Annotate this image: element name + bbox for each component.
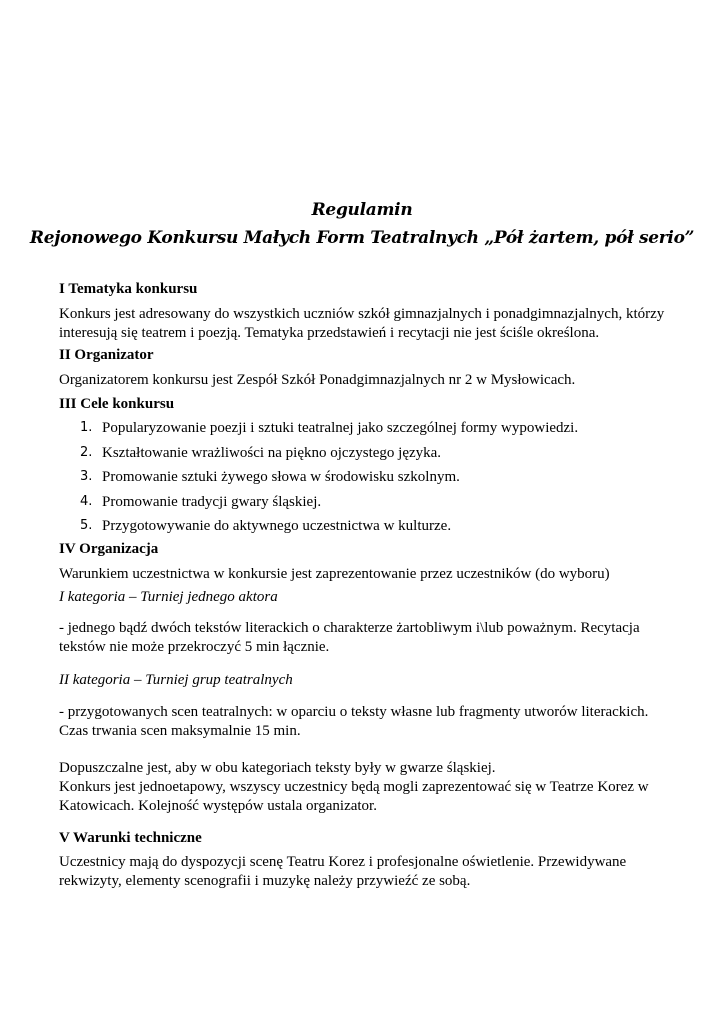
title-line-1: Regulamin (311, 200, 413, 220)
section-1-heading: I Tematyka konkursu (59, 281, 198, 297)
category-1-text: - jednego bądź dwóch tekstów literackich o charakterze żartobliwym i\lub poważnym. Recytacja tekstów nie może przekroczyć 5 min łącznie. (59, 619, 640, 655)
goals-list (59, 416, 669, 539)
list-item-text: Promowanie sztuki żywego słowa w środowisku szkolnym. (102, 469, 460, 485)
section-4-intro: Warunkiem uczestnictwa w konkursie jest zaprezentowanie przez uczestników (do wyboru) (59, 565, 610, 582)
document-body (59, 280, 669, 891)
title-line-2: Rejonowego Konkursu Małych Form Teatralnych „Pół żartem, pół serio” (29, 228, 695, 248)
list-item (59, 514, 669, 539)
list-item-text: Przygotowywanie do aktywnego uczestnictwa w kulturze. (102, 518, 452, 534)
category-2-text: - przygotowanych scen teatralnych: w oparciu o teksty własne lub fragmenty utworów literackich. Czas trwania scen maksymalnie 15 min. (59, 703, 649, 739)
category-2-title: II kategoria – Turniej grup teatralnych (59, 671, 293, 688)
list-item-number: 3. (80, 469, 93, 484)
section-4-note-2: Konkurs jest jednoetapowy, wszyscy uczestnicy będą mogli zaprezentować się w Teatrze Korez w Katowicach. Kolejność występów ustala organizator. (59, 778, 649, 814)
list-item (59, 465, 669, 490)
list-item-number: 5. (80, 518, 93, 533)
list-item-text: Promowanie tradycji gwary śląskiej. (102, 493, 322, 510)
list-item-text: Kształtowanie wrażliwości na piękno ojczystego języka. (102, 444, 442, 461)
section-5-text: Uczestnicy mają do dyspozycji scenę Teatru Korez i profesjonalne oświetlenie. Przewidywane rekwizyty, elementy scenografii i muzykę należy przywieźć ze sobą. (59, 853, 627, 889)
section-3-heading: III Cele konkursu (59, 396, 175, 412)
list-item-text: Popularyzowanie poezji i sztuki teatralnej jako szczególnej formy wypowiedzi. (102, 420, 579, 436)
list-item (59, 441, 669, 466)
section-2-heading: II Organizator (59, 347, 154, 363)
list-item (59, 490, 669, 515)
list-item-number: 2. (80, 444, 93, 460)
section-5-heading: V Warunki techniczne (59, 829, 202, 846)
document-title (0, 196, 724, 252)
section-4-heading: IV Organizacja (59, 540, 159, 557)
category-1-title: I kategoria – Turniej jednego aktora (59, 588, 278, 605)
section-1-text: Konkurs jest adresowany do wszystkich uczniów szkół gimnazjalnych i ponadgimnazjalnych, którzy interesują się teatrem i poezją. Tematyka przedstawień i recytacji nie jest ściśle określona. (59, 306, 665, 341)
list-item (59, 416, 669, 441)
list-item-number: 1. (80, 420, 93, 435)
section-2-text: Organizatorem konkursu jest Zespół Szkół Ponadgimnazjalnych nr 2 w Mysłowicach. (59, 372, 576, 388)
section-4-note-1: Dopuszczalne jest, aby w obu kategoriach teksty były w gwarze śląskiej. (59, 759, 496, 776)
list-item-number: 4. (80, 493, 93, 509)
